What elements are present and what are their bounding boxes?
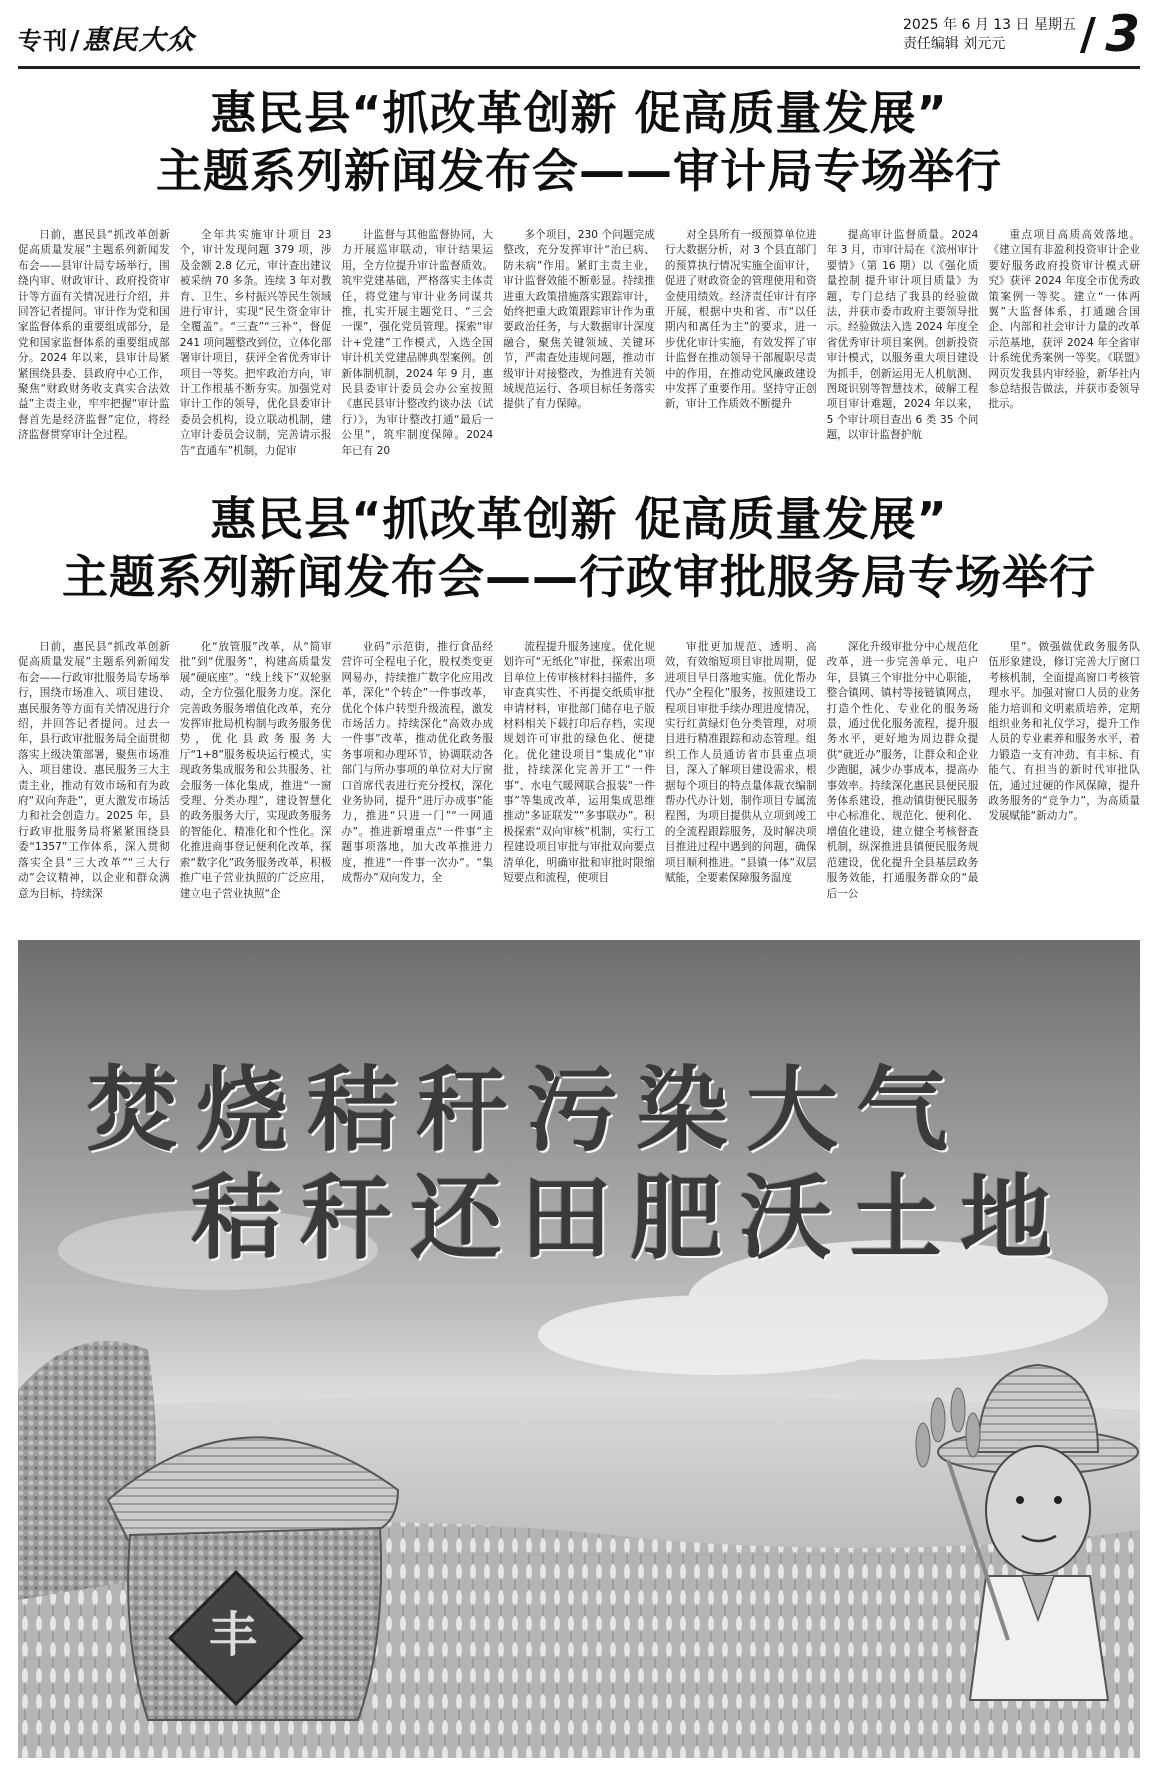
article2-column — [503, 640, 655, 928]
article1-title-line2: 主题系列新闻发布会——审计局专场举行 — [156, 144, 1002, 198]
issue-info — [903, 16, 1076, 54]
article2-headline — [18, 490, 1140, 606]
page-slash: / — [1079, 9, 1096, 60]
article1-title-line1: 惠民县“抓改革创新 促高质量发展” — [210, 86, 948, 140]
article2-body — [18, 640, 1140, 928]
article2-paragraph: 里”。做强做优政务服务队伍形象建设，修订完善大厅窗口考核机制，全面提高窗口考核管理水平。加强对窗口人员的业务能力培训和文明素质培养，定期组织业务和礼仪学习，提升工作人员的专业素养和服务水平，着力锻造一支有冲劲、有丰标、有能气、有担当的新时代审批队伍，通过过硬的作风保障，提升政务服务的“竞争力”，为高质量发展赋能“新动力”。 — [988, 641, 1141, 823]
article2-column — [341, 640, 493, 928]
article2-column — [18, 640, 170, 928]
page-number: 3 — [1105, 5, 1140, 63]
slogan-line1: 焚烧秸秆污染大气 — [86, 1056, 967, 1164]
article1-paragraph: 日前，惠民县“抓改革创新促高质量发展”主题系列新闻发布会——县审计局专场举行，围绕内审、财政审计、政府投资审计等方面有关情况进行介绍，并回答记者提问。审计作为党和国家监督体系的重要组成部分，是党和国家监督体系的重要组成部分。2024 年以来，县审计局紧紧围绕县委、县政府中心工作，聚焦“财政财务收支真实合法效益”主责主业，牢牢把握“审计监督首先是经济监督”定位，将经济监督贯穿审计全过程。 — [18, 229, 170, 442]
article1-column — [665, 228, 817, 468]
article2-title-line2: 主题系列新闻发布会——行政审批服务局专场举行 — [62, 550, 1096, 604]
article1-column — [827, 228, 979, 468]
poster-banner — [18, 940, 1140, 1758]
article1-column — [341, 228, 493, 468]
article1-column — [180, 228, 332, 468]
article1-body — [18, 228, 1140, 468]
article2-column — [180, 640, 332, 928]
article2-paragraph: 日前，惠民县“抓改革创新促高质量发展”主题系列新闻发布会——行政审批服务局专场举行，围绕市场准入、项目建设、惠民服务等方面有关情况进行介绍，并回答记者提问。过去一年，县行政审批服务局全面贯彻落实上级决策部署，聚焦市场准入、项目建设、惠民服务三大主责主业，推动有效市场和有为政府“双向奔赴”，更大激发市场活力和社会创造力。2025 年，县行政审批服务局将紧紧围绕县委“1357”工作体系，深入贯彻落实全县“三大改革”“三大行动”会议精神，以企业和群众满意为目标，持续深 — [18, 641, 170, 900]
article2-paragraph: 业码”示范街，推行食品经营许可全程电子化，股权类变更网易办，持续推广数字化应用改革，深化“个转企”一件事改革，优化个体户转型升级流程，激发市场活力。持续深化“高效办成一件事”改革，推动优化政务服务事项和办理环节，协调联动各部门与所办事项的单位对大厅窗口首席代表进行充分授权，深化业务协同，提升“进厅办成事”能力，推进“只进一门”“一网通办”。推进新增重点“一件事”主题事项落地，加大改革推进力度，推进“一件事一次办”。“集成帮办”双向发力，全 — [341, 641, 494, 885]
article1-headline — [18, 84, 1140, 200]
slogan-line2: 秸秆还田肥沃土地 — [190, 1164, 1071, 1272]
article2-column — [665, 640, 817, 928]
article2-paragraph: 审批更加规范、透明、高效，有效缩短项目审批周期，促进项目早日落地实施。优化帮办代办“全程化”服务，按照建设工程项目审批手续办理进度情况，实行红黄绿灯色分类管理，对项目进行精准跟踪和动态管理。组织工作人员通访省市县重点项目，深入了解项目建设需求，根据每个项目的特点量体裁衣编制帮办代办计划，制作项目专属流程图，为项目提供从立项到竣工的全流程跟踪服务，及时解决项目推进过程中遇到的问题，确保项目顺利推进。“县镇一体”双层赋能，全要素保障服务温度 — [664, 641, 817, 885]
paper-name: 惠民大众 — [82, 25, 195, 56]
masthead — [18, 18, 195, 57]
article1-paragraph: 计监督与其他监督协同，大力开展巡审联动，审计结果运用，全方位提升审计监督质效。筑牢党建基础，严格落实主体责任，将党建与审计业务同谋共推，扎实开展主题党日、“三会一课”，强化党员管理。探索“审计+党建”工作模式，入选全国审计机关党建品牌典型案例。创新体制机制，2024 年 9 月，惠民县委审计委员会办公室按照《惠民县审计整改约谈办法（试行）》，为审计整改打通“最后一公里”，筑牢制度保障。2024 年已有 20 — [341, 229, 494, 457]
divider-slash: / — [70, 26, 81, 56]
article1-column — [503, 228, 655, 468]
page-header — [18, 5, 1140, 64]
article1-paragraph: 提高审计监督质量。2024 年 3 月，市审计局在《滨州审计要情》（第 16 期）以《强化质量控制 提升审计项目质量》为题，专门总结了我县的经验做法，并获市委市政府主要领导批示。经验做法入选 2024 年度全省优秀审计项目案例。创新投资审计模式，以服务重大项目建设为抓手，创新运用无人机航测、图斑识别等智慧技术，破解工程项目审计难题，2024 年以来，5 个审计项目查出 6 类 35 个问题，以审计监督护航 — [826, 229, 979, 442]
article1-paragraph: 多个项目，230 个问题完成整改，充分发挥审计“治已病、防未病”作用。紧盯主责主业，审计监督效能不断彰显。持续推进重大政策措施落实跟踪审计，始终把重大政策跟踪审计作为重要政治任务，与大数据审计深度融合，聚焦关键领域、关键环节，严肃查处违规问题，推动市级审计对接整改，为推进有关领域规范运行、各项目标任务落实提供了有力保障。 — [503, 229, 655, 411]
article1-paragraph: 全年共实施审计项目 23 个，审计发现问题 379 项，涉及金额 2.8 亿元，审计查出建议被采纳 70 多条。连续 3 年对教育、卫生、乡村振兴等民生领域进行审计，实现“民生资金审计全覆盖”。“三查”“三补”，督促 241 项问题整改到位，立体化部署审计项目，获评全省优秀审计项目一等奖。把牢政治方向，审计工作根基不断夯实。加强党对审计工作的领导，优化县委审计委员会机构，设立联动机制，建立审计委员会议制，完善请示报告“直通车”机制，力促审 — [179, 229, 332, 457]
header-rule — [18, 66, 1140, 69]
article2-paragraph: 化“放管服”改革，从“简审批”到“优服务”，构建高质量发展“硬底座”。“线上线下”双轮驱动，全方位强化服务力度。深化完善政务服务增值化改革，充分发挥审批局机构制与政务服务优势，优化县政务服务大厅“1+8”服务板块运行模式，实现政务集成服务和公共服务、社会服务一体化集成，推进“一窗受理、分类办理”，建设智慧化的政务服务大厅，实现政务服务的智能化、精准化和个性化。深化推进商事登记便利化改革，探索“数字化”政务服务改革，积极推广电子营业执照的广泛应用，建立电子营业执照“企 — [179, 641, 332, 900]
article2-column — [827, 640, 979, 928]
article1-paragraph: 重点项目高质高效落地。《建立国有非盈利投资审计企业要好服务政府投资审计模式研究》获评 2024 年度全市优秀政策案例一等奖。建立“一体两翼”大监督体系，打通融合国企、内部和社会审计力量的改革示范基地，获评 2024 年全省审计系统优秀案例一等奖。《联盟》网页发我县内审经验，新华社内参总结报告做法，并获市委领导批示。 — [988, 229, 1141, 411]
section-label: 专刊 — [18, 27, 68, 55]
article2-column — [988, 640, 1140, 928]
issue-date: 2025 年 6 月 13 日 星期五 — [902, 17, 1076, 33]
article2-paragraph: 深化升级审批分中心规范化改革，进一步完善单元、电户年，县镇三个审批分中心职能，整合镇网、镇村等接链镇网点，打造个性化、专业化的服务场景，通过优化服务流程，提升服务水平，更好地为周边群众提供“就近办”服务，让群众和企业少跑腿，减少办事成本，提高办事效率。持续深化惠民县便民服务体系建设，推动镇街便民服务中心标准化、规范化、便利化、增值化建设，建立健全考核督查机制，纵深推进县镇便民服务规范建设，优化提升全县基层政务服务效能，打通服务群众的“最后一公 — [826, 641, 979, 900]
article1-column — [988, 228, 1140, 468]
article2-title-line1: 惠民县“抓改革创新 促高质量发展” — [210, 492, 948, 546]
article1-column — [18, 228, 170, 468]
stamp-character: 丰 — [208, 1607, 257, 1663]
article2-paragraph: 流程提升服务速度。优化规划许可“无纸化”审批，探索出项目单位上传审核材料扫描件，多审查真实性、不再提交纸质审批申请材料，审批部门储存电子版材料相关下载打印后存档，实现规划许可审批的绿色化、便捷化。优化建设项目“集成化”审批，持续深化完善开工“一件事”、水电气暖网联合报装“一件事”等集成改革，运用集成思维推动“多证联发”“多事联办”。积极探索“双向审核”机制，实行工程建设项目审批与审批双向要点清单化，明确审批和审批时限缩短要点和流程，使项目 — [503, 641, 655, 885]
article1-paragraph: 对全县所有一级预算单位进行大数据分析，对 3 个县直部门的预算执行情况实施全面审计，促进了财政资金的管理使用和资金使用绩效。经济责任审计有序开展，根据中央和省、市“以任期内和离任为主”的要求，进一步优化审计实施，有效发挥了审计监督在推动领导干部履职尽责中的作用，在推动党风廉政建设中发挥了重要作用。坚持守正创新，审计工作质效不断提升 — [664, 229, 817, 411]
editor-credit: 责任编辑 刘元元 — [902, 36, 1006, 52]
